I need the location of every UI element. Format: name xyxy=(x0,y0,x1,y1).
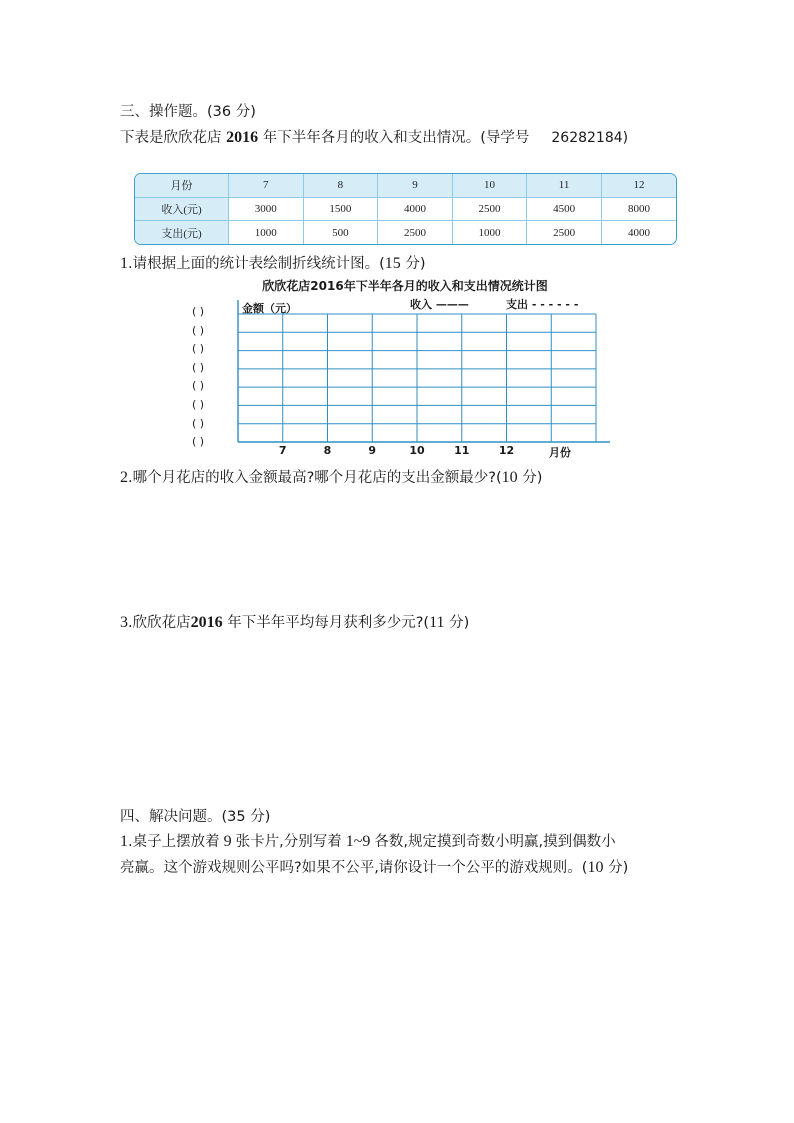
y-tick-blank: ( ) xyxy=(192,398,205,411)
q1-text: .请根据上面的统计表绘制折线统计图。( xyxy=(128,256,385,272)
table-row xyxy=(135,197,676,221)
y-tick-blank: ( ) xyxy=(192,342,205,356)
q4-range: 1~9 xyxy=(341,833,375,850)
q3-text: .欣欣花店 xyxy=(128,615,191,631)
table-row xyxy=(135,174,676,197)
y-tick-blank: ( ) xyxy=(192,305,205,318)
q3-number: 3 xyxy=(120,614,128,631)
y-tick-blank: ( ) xyxy=(192,435,205,449)
q3-score: 11 xyxy=(429,614,445,631)
q3-year: 2016 xyxy=(190,614,223,631)
intro-prefix: 下表是欣欣花店 xyxy=(120,130,222,146)
intro-year: 2016 xyxy=(226,129,259,146)
q4-line1-c: 各数,规定摸到奇数小明赢,摸到偶数小 xyxy=(374,834,616,850)
question-2 xyxy=(120,466,542,487)
y-tick-blank: ( ) xyxy=(192,379,205,393)
q4-line1-a: .桌子上摆放着 xyxy=(128,834,220,850)
y-tick-blank: ( ) xyxy=(192,360,205,374)
question-1 xyxy=(120,252,426,273)
table-cell: 2500 xyxy=(378,221,453,244)
table-cell: 4000 xyxy=(378,197,453,221)
question-3 xyxy=(120,611,469,632)
legend-income-label: 收入 xyxy=(410,298,432,311)
intro-code: 26282184) xyxy=(551,130,629,146)
q4-number: 1 xyxy=(120,833,128,850)
q1-number: 1 xyxy=(120,255,128,272)
q2-tail: 分) xyxy=(517,470,543,486)
q4-score: 10 xyxy=(587,859,604,876)
table-cell: 8000 xyxy=(601,197,676,221)
section3-heading: 三、操作题。(36 分) xyxy=(120,104,256,120)
table-cell: 1000 xyxy=(229,221,304,244)
chart-y-label: 金额（元） xyxy=(242,302,297,315)
table-cell: 11 xyxy=(527,174,602,197)
table-cell: 4000 xyxy=(601,221,676,244)
table-cell: 4500 xyxy=(527,197,602,221)
q2-text: .哪个月花店的收入金额最高?哪个月花店的支出金额最少?( xyxy=(128,470,502,486)
data-table xyxy=(135,174,676,244)
q3-tail: 分) xyxy=(444,615,470,631)
table-cell: 1500 xyxy=(303,197,378,221)
x-tick-label: 11 xyxy=(454,444,470,457)
q4-n9: 9 xyxy=(219,833,236,850)
y-tick-blank: ( ) xyxy=(192,416,205,430)
y-tick-blank: ( ) xyxy=(192,323,205,337)
table-row-header: 收入(元) xyxy=(135,197,229,221)
intro-suffix: 年下半年各月的收入和支出情况。(导学号 xyxy=(262,130,530,146)
table-cell: 9 xyxy=(378,174,453,197)
q1-score: 15 xyxy=(384,255,401,272)
table-cell: 2500 xyxy=(452,197,527,221)
table-cell: 7 xyxy=(229,174,304,197)
legend-expense-label: 支出 xyxy=(506,298,528,311)
q4-line1-b: 张卡片,分别写着 xyxy=(235,834,342,850)
x-tick-label: 9 xyxy=(368,444,377,457)
section3-intro xyxy=(120,126,628,147)
table-cell: 1000 xyxy=(452,221,527,244)
q3-text2: 年下半年平均每月获利多少元?( xyxy=(222,615,430,631)
table-row-header: 月份 xyxy=(135,174,229,197)
legend-income xyxy=(410,296,469,312)
section4-heading: 四、解决问题。(35 分) xyxy=(120,809,271,825)
income-expense-table xyxy=(134,173,677,245)
table-cell: 8 xyxy=(303,174,378,197)
question-4-line-2 xyxy=(120,856,628,877)
table-cell: 2500 xyxy=(527,221,602,244)
q2-score: 10 xyxy=(501,469,518,486)
legend-expense xyxy=(506,296,578,312)
table-cell: 10 xyxy=(452,174,527,197)
q2-number: 2 xyxy=(120,469,128,486)
q1-tail: 分) xyxy=(400,256,426,272)
table-cell: 500 xyxy=(303,221,378,244)
x-tick-label: 12 xyxy=(498,444,515,457)
table-cell: 3000 xyxy=(229,197,304,221)
question-4-line-1 xyxy=(120,830,616,851)
chart-x-label: 月份 xyxy=(549,446,571,459)
chart-title: 欣欣花店2016年下半年各月的收入和支出情况统计图 xyxy=(262,279,548,293)
table-row xyxy=(135,221,676,244)
q4-line2: 亮赢。这个游戏规则公平吗?如果不公平,请你设计一个公平的游戏规则。( xyxy=(120,860,588,876)
x-tick-label: 8 xyxy=(323,444,332,457)
x-tick-label: 10 xyxy=(409,444,425,457)
x-tick-label: 7 xyxy=(278,444,287,457)
q4-tail: 分) xyxy=(603,860,629,876)
table-cell: 12 xyxy=(601,174,676,197)
table-row-header: 支出(元) xyxy=(135,221,229,244)
legend-income-line: ——— xyxy=(435,298,469,311)
legend-expense-line: - - - - - - xyxy=(531,298,579,311)
